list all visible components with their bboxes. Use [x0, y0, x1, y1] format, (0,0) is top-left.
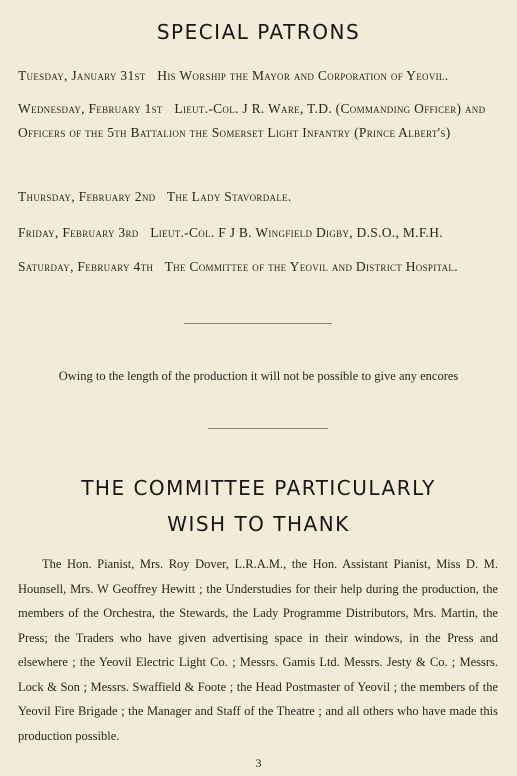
patron-day: Tuesday, January 31st — [18, 68, 146, 83]
patron-name: His Worship the Mayor and Corporation of Yeovil. — [157, 68, 449, 83]
encore-notice: Owing to the length of the production it will not be possible to give any encores — [58, 369, 459, 383]
patron-entry-saturday — [18, 255, 504, 279]
patron-name: Lieut.-Col. F J B. Wingfield Digby, D.S.O., M.F.H. — [150, 225, 443, 240]
patron-entry-friday — [18, 221, 504, 245]
special-patrons-heading: SPECIAL PATRONS — [156, 20, 361, 44]
page-number: 3 — [255, 756, 262, 770]
patron-entry-thursday — [18, 185, 504, 209]
committee-heading-line1: THE COMMITTEE PARTICULARLY — [81, 476, 436, 500]
thanks-paragraph: The Hon. Pianist, Mrs. Roy Dover, L.R.A.M., the Hon. Assistant Pianist, Miss D. M. Hounsell, Mrs. W Geoffrey Hewitt ; the Understudies for their help during the production, the members of the Orchestra, the Stewards, the Lady Programme Distributors, Mrs. Martin, the Press; the Traders who have given advertising space in their windows, in the Press and elsewhere ; the Yeovil Electric Light Co. ; Messrs. Gamis Ltd. Messrs. Jesty & Co. ; Messrs. Lock & Son ; Messrs. Swaffield & Foote ; the Head Postmaster of Yeovil ; the members of the Yeovil Fire Brigade ; the Manager and Staff of the Theatre ; and all others who have made this production possible. — [18, 557, 498, 743]
patron-name: The Committee of the Yeovil and District Hospital. — [164, 259, 458, 274]
divider-rule — [208, 428, 328, 429]
patron-name: Lieut.-Col. J R. Ware, T.D. (Commanding Officer) and Officers of the 5th Battalion the Somerset Light Infantry (Prince Albert's) — [18, 101, 486, 140]
patron-entry-wednesday — [18, 97, 504, 145]
patron-day: Saturday, February 4th — [18, 259, 154, 274]
patron-name: The Lady Stavordale. — [166, 189, 292, 204]
patron-day: Friday, February 3rd — [18, 225, 139, 240]
divider-rule — [184, 323, 332, 324]
patron-entry-tuesday — [18, 64, 504, 88]
committee-heading-line2: WISH TO THANK — [167, 512, 350, 536]
patron-day: Wednesday, February 1st — [18, 101, 163, 116]
patron-day: Thursday, February 2nd — [18, 189, 156, 204]
